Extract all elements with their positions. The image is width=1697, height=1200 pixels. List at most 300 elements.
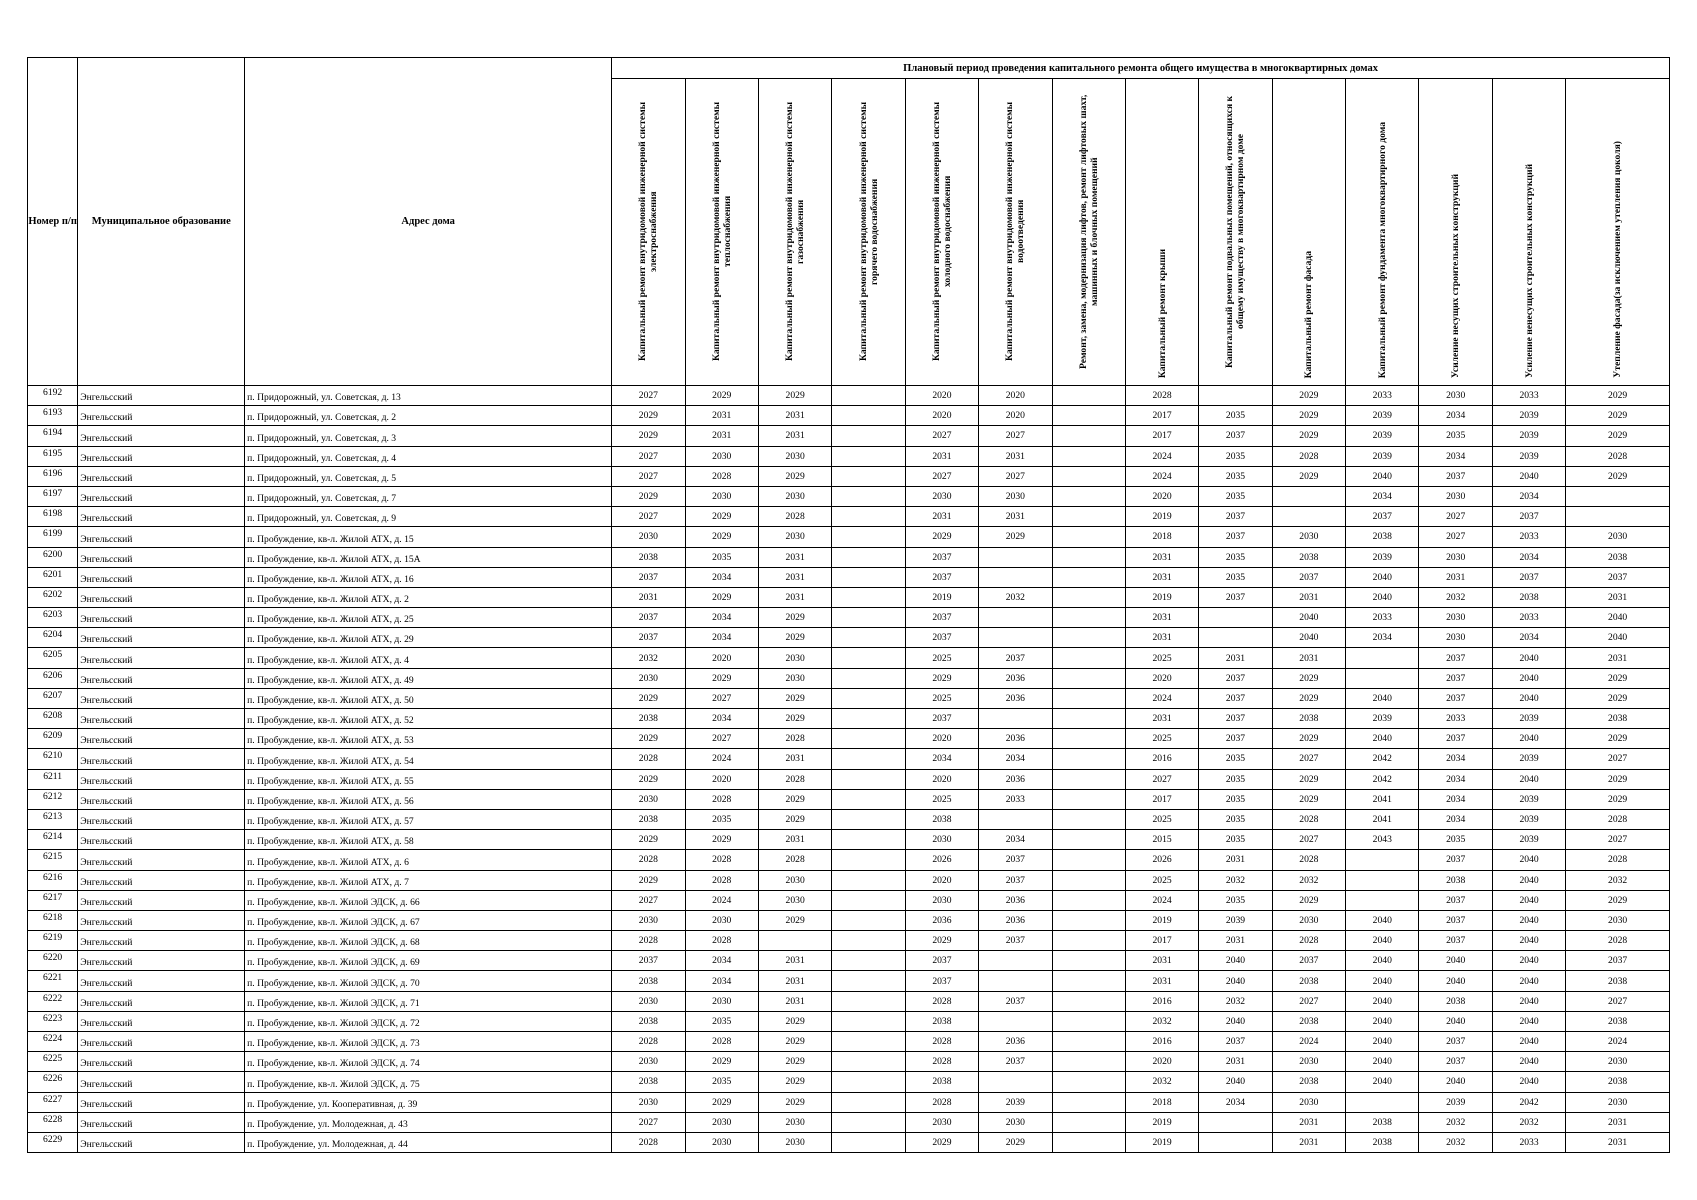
row-year-cell: 2029 xyxy=(685,830,758,850)
row-year-cell xyxy=(1052,971,1125,991)
row-municipality: Энгельсский xyxy=(78,870,245,890)
row-number: 6214 xyxy=(28,830,78,850)
row-year-cell: 2034 xyxy=(979,749,1052,769)
row-year-cell: 2028 xyxy=(1272,850,1345,870)
row-year-cell: 2031 xyxy=(1125,971,1198,991)
row-year-cell xyxy=(832,1132,905,1152)
row-address: п. Пробуждение, ул. Молодежная, д. 43 xyxy=(245,1112,612,1132)
row-year-cell: 2020 xyxy=(979,386,1052,406)
row-year-cell xyxy=(1052,1032,1125,1052)
row-year-cell xyxy=(832,910,905,930)
row-year-cell: 2029 xyxy=(758,1052,831,1072)
table-row xyxy=(28,628,1670,648)
row-address: п. Пробуждение, кв-л. Жилой ЭДСК, д. 75 xyxy=(245,1072,612,1092)
row-year-cell xyxy=(979,1011,1052,1031)
row-year-cell: 2030 xyxy=(1272,910,1345,930)
row-year-cell: 2017 xyxy=(1125,789,1198,809)
row-year-cell: 2040 xyxy=(1346,567,1419,587)
header-column-label: Капитальный ремонт внутридомовой инженерной системы холодного водоснабжения xyxy=(930,101,953,362)
row-year-cell: 2040 xyxy=(1566,608,1670,628)
row-year-cell: 2019 xyxy=(1125,1132,1198,1152)
table-row xyxy=(28,809,1670,829)
row-year-cell: 2034 xyxy=(685,608,758,628)
row-number: 6205 xyxy=(28,648,78,668)
row-year-cell: 2030 xyxy=(758,1132,831,1152)
row-year-cell xyxy=(1346,668,1419,688)
row-year-cell: 2039 xyxy=(1346,426,1419,446)
row-municipality: Энгельсский xyxy=(78,709,245,729)
row-municipality: Энгельсский xyxy=(78,486,245,506)
row-year-cell xyxy=(1052,386,1125,406)
table-header xyxy=(28,58,1670,386)
row-number: 6195 xyxy=(28,446,78,466)
row-year-cell: 2040 xyxy=(1492,870,1565,890)
row-year-cell: 2029 xyxy=(758,386,831,406)
row-year-cell: 2018 xyxy=(1125,1092,1198,1112)
row-year-cell xyxy=(1052,709,1125,729)
row-year-cell: 2039 xyxy=(1492,749,1565,769)
row-year-cell: 2031 xyxy=(1272,648,1345,668)
row-year-cell: 2037 xyxy=(1199,709,1272,729)
row-year-cell: 2025 xyxy=(905,789,978,809)
row-number: 6228 xyxy=(28,1112,78,1132)
row-address: п. Пробуждение, кв-л. Жилой ЭДСК, д. 67 xyxy=(245,910,612,930)
row-year-cell: 2029 xyxy=(758,1092,831,1112)
row-year-cell: 2030 xyxy=(1419,628,1492,648)
row-year-cell: 2037 xyxy=(979,1052,1052,1072)
row-year-cell: 2030 xyxy=(685,446,758,466)
row-year-cell: 2037 xyxy=(905,628,978,648)
row-year-cell: 2040 xyxy=(1492,951,1565,971)
row-year-cell: 2037 xyxy=(1199,688,1272,708)
row-year-cell: 2029 xyxy=(758,1011,831,1031)
row-year-cell xyxy=(1052,527,1125,547)
row-year-cell: 2029 xyxy=(612,769,685,789)
row-year-cell: 2029 xyxy=(979,1132,1052,1152)
row-year-cell xyxy=(832,1052,905,1072)
row-year-cell: 2038 xyxy=(1492,587,1565,607)
row-year-cell xyxy=(1199,1112,1272,1132)
row-year-cell xyxy=(832,1092,905,1112)
row-year-cell xyxy=(979,951,1052,971)
row-year-cell: 2037 xyxy=(1492,507,1565,527)
row-address: п. Пробуждение, кв-л. Жилой АТХ, д. 2 xyxy=(245,587,612,607)
row-year-cell: 2020 xyxy=(1125,486,1198,506)
row-year-cell: 2035 xyxy=(1199,446,1272,466)
row-year-cell xyxy=(1052,991,1125,1011)
row-year-cell: 2040 xyxy=(1346,688,1419,708)
table-row xyxy=(28,910,1670,930)
row-year-cell: 2035 xyxy=(1199,830,1272,850)
row-year-cell: 2040 xyxy=(1492,648,1565,668)
row-year-cell: 2028 xyxy=(905,1032,978,1052)
row-address: п. Пробуждение, кв-л. Жилой АТХ, д. 58 xyxy=(245,830,612,850)
row-year-cell: 2030 xyxy=(612,1052,685,1072)
row-number: 6217 xyxy=(28,890,78,910)
row-year-cell: 2031 xyxy=(758,749,831,769)
row-year-cell: 2029 xyxy=(612,870,685,890)
row-number: 6200 xyxy=(28,547,78,567)
row-year-cell: 2040 xyxy=(1492,910,1565,930)
row-year-cell: 2030 xyxy=(685,1112,758,1132)
row-year-cell xyxy=(1052,648,1125,668)
row-year-cell: 2028 xyxy=(905,1052,978,1072)
row-address: п. Пробуждение, кв-л. Жилой АТХ, д. 15А xyxy=(245,547,612,567)
row-year-cell: 2030 xyxy=(905,890,978,910)
row-year-cell: 2039 xyxy=(1346,406,1419,426)
row-year-cell: 2029 xyxy=(758,628,831,648)
row-year-cell: 2029 xyxy=(612,406,685,426)
row-year-cell: 2038 xyxy=(1566,1072,1670,1092)
row-year-cell xyxy=(979,1072,1052,1092)
row-year-cell: 2039 xyxy=(1492,406,1565,426)
row-year-cell: 2024 xyxy=(1272,1032,1345,1052)
row-year-cell: 2031 xyxy=(1199,1052,1272,1072)
row-year-cell xyxy=(1052,850,1125,870)
row-municipality: Энгельсский xyxy=(78,769,245,789)
row-number: 6225 xyxy=(28,1052,78,1072)
row-year-cell: 2029 xyxy=(758,688,831,708)
table-row xyxy=(28,749,1670,769)
row-year-cell xyxy=(758,931,831,951)
row-year-cell: 2028 xyxy=(758,507,831,527)
row-year-cell: 2031 xyxy=(905,507,978,527)
row-year-cell: 2028 xyxy=(685,789,758,809)
row-year-cell: 2038 xyxy=(1566,547,1670,567)
row-number: 6222 xyxy=(28,991,78,1011)
row-municipality: Энгельсский xyxy=(78,1032,245,1052)
row-year-cell: 2037 xyxy=(612,608,685,628)
row-year-cell: 2030 xyxy=(1272,1092,1345,1112)
row-year-cell xyxy=(832,688,905,708)
row-year-cell: 2036 xyxy=(979,1032,1052,1052)
row-year-cell: 2029 xyxy=(905,527,978,547)
header-column-12 xyxy=(1419,79,1492,386)
row-address: п. Пробуждение, кв-л. Жилой ЭДСК, д. 74 xyxy=(245,1052,612,1072)
row-year-cell xyxy=(1199,1132,1272,1152)
row-address: п. Пробуждение, кв-л. Жилой АТХ, д. 4 xyxy=(245,648,612,668)
row-year-cell xyxy=(832,971,905,991)
row-year-cell: 2031 xyxy=(1272,1112,1345,1132)
row-year-cell: 2028 xyxy=(612,931,685,951)
row-year-cell: 2031 xyxy=(1566,587,1670,607)
row-year-cell: 2029 xyxy=(1566,769,1670,789)
row-year-cell: 2027 xyxy=(1566,749,1670,769)
row-number: 6226 xyxy=(28,1072,78,1092)
row-year-cell xyxy=(1052,628,1125,648)
row-year-cell: 2040 xyxy=(1492,1011,1565,1031)
row-address: п. Пробуждение, кв-л. Жилой АТХ, д. 52 xyxy=(245,709,612,729)
row-year-cell xyxy=(832,567,905,587)
row-year-cell: 2031 xyxy=(758,951,831,971)
row-number: 6201 xyxy=(28,567,78,587)
row-municipality: Энгельсский xyxy=(78,729,245,749)
row-year-cell: 2025 xyxy=(905,648,978,668)
table-body xyxy=(28,386,1670,1153)
row-year-cell: 2039 xyxy=(1346,547,1419,567)
row-year-cell: 2040 xyxy=(1566,628,1670,648)
header-number: Номер п/п xyxy=(28,58,78,386)
header-column-2 xyxy=(685,79,758,386)
row-number: 6211 xyxy=(28,769,78,789)
row-year-cell xyxy=(1052,688,1125,708)
row-year-cell: 2027 xyxy=(979,466,1052,486)
row-year-cell: 2027 xyxy=(1419,527,1492,547)
row-year-cell: 2027 xyxy=(1125,769,1198,789)
row-year-cell: 2040 xyxy=(1199,951,1272,971)
row-address: п. Пробуждение, кв-л. Жилой АТХ, д. 16 xyxy=(245,567,612,587)
row-year-cell xyxy=(832,587,905,607)
row-year-cell: 2027 xyxy=(1272,749,1345,769)
row-year-cell: 2028 xyxy=(905,1092,978,1112)
row-address: п. Пробуждение, кв-л. Жилой АТХ, д. 54 xyxy=(245,749,612,769)
row-year-cell: 2036 xyxy=(979,668,1052,688)
row-year-cell xyxy=(1272,486,1345,506)
row-year-cell: 2039 xyxy=(1346,446,1419,466)
row-year-cell xyxy=(832,769,905,789)
row-year-cell: 2035 xyxy=(1199,466,1272,486)
row-year-cell: 2040 xyxy=(1272,608,1345,628)
row-year-cell: 2035 xyxy=(1199,809,1272,829)
row-year-cell: 2032 xyxy=(1419,587,1492,607)
row-year-cell: 2028 xyxy=(758,769,831,789)
row-year-cell: 2034 xyxy=(685,971,758,991)
row-year-cell: 2040 xyxy=(1419,1011,1492,1031)
row-year-cell: 2033 xyxy=(1492,386,1565,406)
table-row xyxy=(28,1011,1670,1031)
row-municipality: Энгельсский xyxy=(78,1011,245,1031)
row-year-cell: 2035 xyxy=(685,1011,758,1031)
table-row xyxy=(28,1092,1670,1112)
row-year-cell: 2028 xyxy=(1125,386,1198,406)
row-year-cell: 2034 xyxy=(685,567,758,587)
row-year-cell: 2037 xyxy=(1199,507,1272,527)
row-year-cell: 2029 xyxy=(612,486,685,506)
row-year-cell: 2030 xyxy=(612,1092,685,1112)
row-address: п. Придорожный, ул. Советская, д. 13 xyxy=(245,386,612,406)
table-row xyxy=(28,507,1670,527)
row-year-cell xyxy=(1346,1092,1419,1112)
row-year-cell: 2031 xyxy=(758,426,831,446)
row-year-cell xyxy=(1052,809,1125,829)
row-year-cell: 2029 xyxy=(758,466,831,486)
row-year-cell xyxy=(832,951,905,971)
row-year-cell: 2033 xyxy=(1346,608,1419,628)
row-address: п. Пробуждение, кв-л. Жилой АТХ, д. 56 xyxy=(245,789,612,809)
row-year-cell: 2028 xyxy=(612,850,685,870)
row-year-cell: 2030 xyxy=(1566,910,1670,930)
row-number: 6213 xyxy=(28,809,78,829)
row-year-cell xyxy=(1052,466,1125,486)
row-number: 6197 xyxy=(28,486,78,506)
header-column-9 xyxy=(1199,79,1272,386)
row-year-cell: 2040 xyxy=(1492,850,1565,870)
row-year-cell: 2020 xyxy=(685,648,758,668)
row-year-cell: 2031 xyxy=(758,406,831,426)
row-year-cell: 2033 xyxy=(1492,1132,1565,1152)
row-address: п. Пробуждение, кв-л. Жилой АТХ, д. 53 xyxy=(245,729,612,749)
table-row xyxy=(28,386,1670,406)
row-municipality: Энгельсский xyxy=(78,648,245,668)
table-row xyxy=(28,991,1670,1011)
row-year-cell: 2019 xyxy=(1125,910,1198,930)
row-municipality: Энгельсский xyxy=(78,951,245,971)
header-column-13 xyxy=(1492,79,1565,386)
row-year-cell: 2029 xyxy=(685,1092,758,1112)
row-year-cell: 2018 xyxy=(1125,527,1198,547)
header-column-label: Капитальный ремонт внутридомовой инженерной системы электроснабжения xyxy=(637,101,660,362)
row-year-cell: 2031 xyxy=(979,507,1052,527)
row-year-cell: 2040 xyxy=(1346,951,1419,971)
row-address: п. Придорожный, ул. Советская, д. 3 xyxy=(245,426,612,446)
row-number: 6209 xyxy=(28,729,78,749)
row-municipality: Энгельсский xyxy=(78,608,245,628)
row-year-cell: 2028 xyxy=(1272,931,1345,951)
row-year-cell: 2040 xyxy=(1346,1011,1419,1031)
row-year-cell: 2040 xyxy=(1492,769,1565,789)
row-year-cell: 2028 xyxy=(758,729,831,749)
row-year-cell: 2024 xyxy=(1566,1032,1670,1052)
row-year-cell xyxy=(832,870,905,890)
row-municipality: Энгельсский xyxy=(78,466,245,486)
row-municipality: Энгельсский xyxy=(78,688,245,708)
row-year-cell: 2017 xyxy=(1125,406,1198,426)
row-year-cell: 2040 xyxy=(1419,1072,1492,1092)
row-year-cell: 2031 xyxy=(1199,931,1272,951)
row-year-cell xyxy=(1052,486,1125,506)
row-address: п. Пробуждение, кв-л. Жилой ЭДСК, д. 70 xyxy=(245,971,612,991)
row-year-cell: 2029 xyxy=(758,809,831,829)
row-year-cell: 2017 xyxy=(1125,426,1198,446)
row-year-cell: 2038 xyxy=(1272,709,1345,729)
row-municipality: Энгельсский xyxy=(78,668,245,688)
row-year-cell: 2040 xyxy=(1492,890,1565,910)
header-column-label: Капитальный ремонт фундамента многоквартирного дома xyxy=(1376,121,1388,378)
row-year-cell: 2025 xyxy=(1125,648,1198,668)
table-row xyxy=(28,668,1670,688)
row-year-cell: 2035 xyxy=(1199,890,1272,910)
row-year-cell: 2037 xyxy=(1419,910,1492,930)
row-year-cell: 2031 xyxy=(1125,547,1198,567)
row-year-cell xyxy=(1199,386,1272,406)
row-year-cell xyxy=(1052,1092,1125,1112)
row-year-cell xyxy=(979,628,1052,648)
header-column-label: Капитальный ремонт внутридомовой инженерной системы горячего водоснабжения xyxy=(857,101,880,362)
row-year-cell: 2040 xyxy=(1492,729,1565,749)
header-column-label: Капитальный ремонт крыши xyxy=(1156,248,1168,378)
row-year-cell: 2042 xyxy=(1492,1092,1565,1112)
row-year-cell: 2020 xyxy=(905,386,978,406)
row-year-cell: 2031 xyxy=(1566,1112,1670,1132)
row-year-cell: 2020 xyxy=(685,769,758,789)
row-year-cell xyxy=(1052,931,1125,951)
table-row xyxy=(28,709,1670,729)
row-year-cell xyxy=(832,830,905,850)
row-year-cell: 2030 xyxy=(905,830,978,850)
row-year-cell: 2033 xyxy=(1492,608,1565,628)
row-year-cell: 2038 xyxy=(1346,527,1419,547)
table-row xyxy=(28,1132,1670,1152)
row-year-cell: 2037 xyxy=(1199,527,1272,547)
row-year-cell: 2038 xyxy=(905,1011,978,1031)
row-year-cell: 2038 xyxy=(1272,547,1345,567)
row-year-cell: 2036 xyxy=(979,688,1052,708)
row-year-cell xyxy=(1199,628,1272,648)
row-year-cell: 2037 xyxy=(1419,466,1492,486)
row-year-cell: 2019 xyxy=(1125,507,1198,527)
row-year-cell: 2029 xyxy=(758,709,831,729)
row-year-cell xyxy=(979,971,1052,991)
row-address: п. Пробуждение, кв-л. Жилой АТХ, д. 25 xyxy=(245,608,612,628)
row-municipality: Энгельсский xyxy=(78,507,245,527)
row-municipality: Энгельсский xyxy=(78,1132,245,1152)
row-year-cell xyxy=(1052,446,1125,466)
row-year-cell: 2034 xyxy=(685,951,758,971)
row-year-cell xyxy=(832,931,905,951)
row-year-cell: 2030 xyxy=(758,486,831,506)
row-year-cell: 2040 xyxy=(1346,931,1419,951)
table-row xyxy=(28,466,1670,486)
row-year-cell: 2030 xyxy=(1419,608,1492,628)
table-row xyxy=(28,648,1670,668)
row-year-cell: 2029 xyxy=(1272,890,1345,910)
row-year-cell: 2025 xyxy=(1125,729,1198,749)
row-year-cell: 2029 xyxy=(758,1032,831,1052)
row-year-cell: 2034 xyxy=(1346,486,1419,506)
row-year-cell: 2026 xyxy=(1125,850,1198,870)
row-year-cell: 2038 xyxy=(1419,991,1492,1011)
row-address: п. Пробуждение, кв-л. Жилой ЭДСК, д. 68 xyxy=(245,931,612,951)
row-year-cell: 2020 xyxy=(905,406,978,426)
row-year-cell: 2030 xyxy=(685,991,758,1011)
row-address: п. Пробуждение, кв-л. Жилой АТХ, д. 55 xyxy=(245,769,612,789)
row-number: 6193 xyxy=(28,406,78,426)
table-row xyxy=(28,789,1670,809)
row-year-cell: 2034 xyxy=(685,709,758,729)
row-year-cell xyxy=(1052,1112,1125,1132)
row-year-cell xyxy=(1052,587,1125,607)
row-number: 6208 xyxy=(28,709,78,729)
row-number: 6227 xyxy=(28,1092,78,1112)
table-row xyxy=(28,971,1670,991)
row-year-cell: 2038 xyxy=(1272,1011,1345,1031)
row-year-cell xyxy=(832,406,905,426)
row-year-cell: 2037 xyxy=(612,951,685,971)
row-address: п. Пробуждение, кв-л. Жилой АТХ, д. 49 xyxy=(245,668,612,688)
row-number: 6224 xyxy=(28,1032,78,1052)
row-year-cell: 2031 xyxy=(1419,567,1492,587)
row-number: 6221 xyxy=(28,971,78,991)
row-year-cell xyxy=(832,1011,905,1031)
row-year-cell: 2039 xyxy=(1492,809,1565,829)
row-year-cell: 2028 xyxy=(612,749,685,769)
row-year-cell: 2040 xyxy=(1346,587,1419,607)
row-year-cell: 2019 xyxy=(1125,587,1198,607)
row-year-cell: 2037 xyxy=(1419,850,1492,870)
row-year-cell: 2031 xyxy=(758,567,831,587)
row-address: п. Придорожный, ул. Советская, д. 9 xyxy=(245,507,612,527)
row-year-cell: 2040 xyxy=(1492,971,1565,991)
row-year-cell: 2029 xyxy=(1272,426,1345,446)
row-year-cell xyxy=(832,527,905,547)
row-year-cell: 2031 xyxy=(1125,628,1198,648)
row-year-cell: 2034 xyxy=(905,749,978,769)
row-year-cell: 2035 xyxy=(1199,789,1272,809)
row-year-cell: 2029 xyxy=(1566,688,1670,708)
row-year-cell: 2038 xyxy=(612,1072,685,1092)
row-year-cell: 2027 xyxy=(612,446,685,466)
row-year-cell xyxy=(979,709,1052,729)
